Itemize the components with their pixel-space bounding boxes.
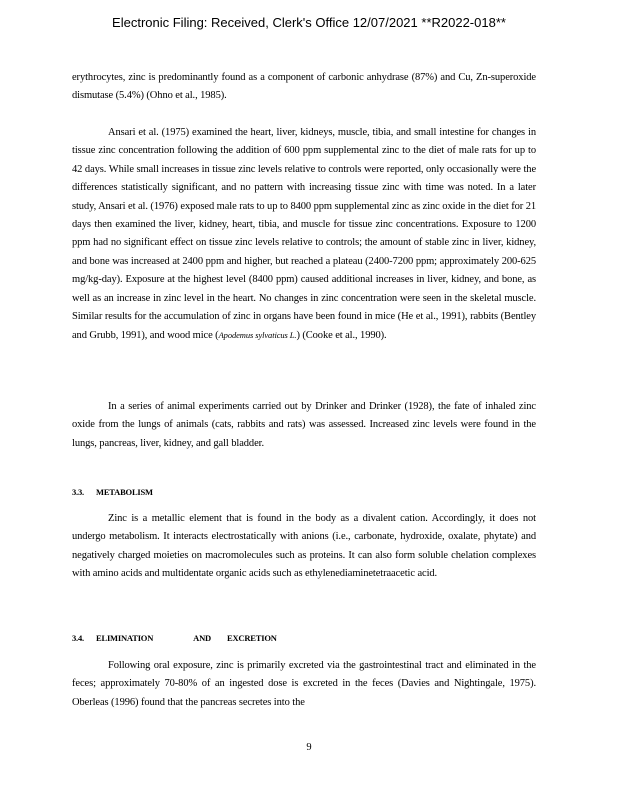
section-title-part: ELIMINATION (96, 633, 154, 643)
paragraph-text-tail: ) (Cooke et al., 1990). (296, 330, 387, 342)
paragraph-text: erythrocytes, zinc is predominantly found as a component of carbonic anhydrase (87%) and Cu, Zn-superoxide dismutase (5.4%) (Ohno et al., 1985). (72, 72, 536, 102)
section-number: 3.3. (72, 487, 84, 497)
section-heading-elimination (72, 633, 277, 643)
page-number: 9 (306, 742, 312, 753)
section-number: 3.4. (72, 633, 84, 643)
section-title-part: EXCRETION (226, 633, 277, 643)
species-name: Apodemus sylvaticus L. (218, 330, 297, 341)
paragraph-text: Following oral exposure, zinc is primarily excreted via the gastrointestinal tract and eliminated in the feces; approximately 70-80% of an ingested dose is excreted in the feces (Davies and Nightingale, 1975). Oberleas (1996) found that the pancreas secretes into the (72, 660, 536, 708)
paragraph-zinc-erythrocytes (72, 69, 536, 106)
paragraph-metabolism (72, 510, 536, 584)
paragraph-elimination (72, 657, 536, 712)
section-title-part: AND (193, 633, 211, 643)
paragraph-text: Zinc is a metallic element that is found in the body as a divalent cation. Accordingly, it does not undergo metabolism. It interacts electrostatically with anions (i.e., carbonate, hydroxide, oxalate, phytate) and negatively charged moieties on macromolecules such as proteins. It can also form soluble chelation complexes with amino acids and multidentate organic acids such as ethylenediaminetetraacetic acid. (72, 513, 536, 580)
paragraph-drinker-experiments (72, 398, 536, 453)
section-title: METABOLISM (96, 487, 153, 497)
filing-header: Electronic Filing: Received, Clerk's Office 12/07/2021 **R2022-018** (112, 15, 506, 30)
paragraph-text: Ansari et al. (1975) examined the heart, liver, kidneys, muscle, tibia, and small intestine for changes in tissue zinc concentration following the addition of 600 ppm supplemental zinc to the diet of male rats for up to 42 days. While small increases in tissue zinc levels relative to controls were reported, only occasionally were the differences statistically significant, and no pattern with increasing tissue zinc with time was noted. In a later study, Ansari et al. (1976) exposed male rats to up to 8400 ppm supplemental zinc as zinc oxide in the diet for 21 days then examined the liver, kidney, heart, tibia, and muscle for tissue zinc concentrations. Exposure to 1200 ppm had no significant effect on tissue zinc levels relative to controls; the amount of stable zinc in liver, kidney, and bone was increased at 2400 ppm and higher, but reached a plateau (2400-7200 ppm; approximately 200-625 mg/kg-day). Exposure at the highest level (8400 ppm) caused additional increases in liver, kidney, and bone, as well as an increase in zinc level in the heart. No changes in zinc concentration were seen in the skeletal muscle. Similar results for the accumulation of zinc in organs have been found in mice (He et al., 1991), rabbits (Bentley and Grubb, 1991), and wood mice ( (72, 127, 536, 342)
section-heading-metabolism (72, 487, 153, 497)
paragraph-text: In a series of animal experiments carried out by Drinker and Drinker (1928), the fate of inhaled zinc oxide from the lungs of animals (cats, rabbits and rats) was assessed. Increased zinc levels were found in the lungs, pancreas, liver, kidney, and gall bladder. (72, 401, 536, 449)
paragraph-ansari-studies (72, 124, 536, 346)
